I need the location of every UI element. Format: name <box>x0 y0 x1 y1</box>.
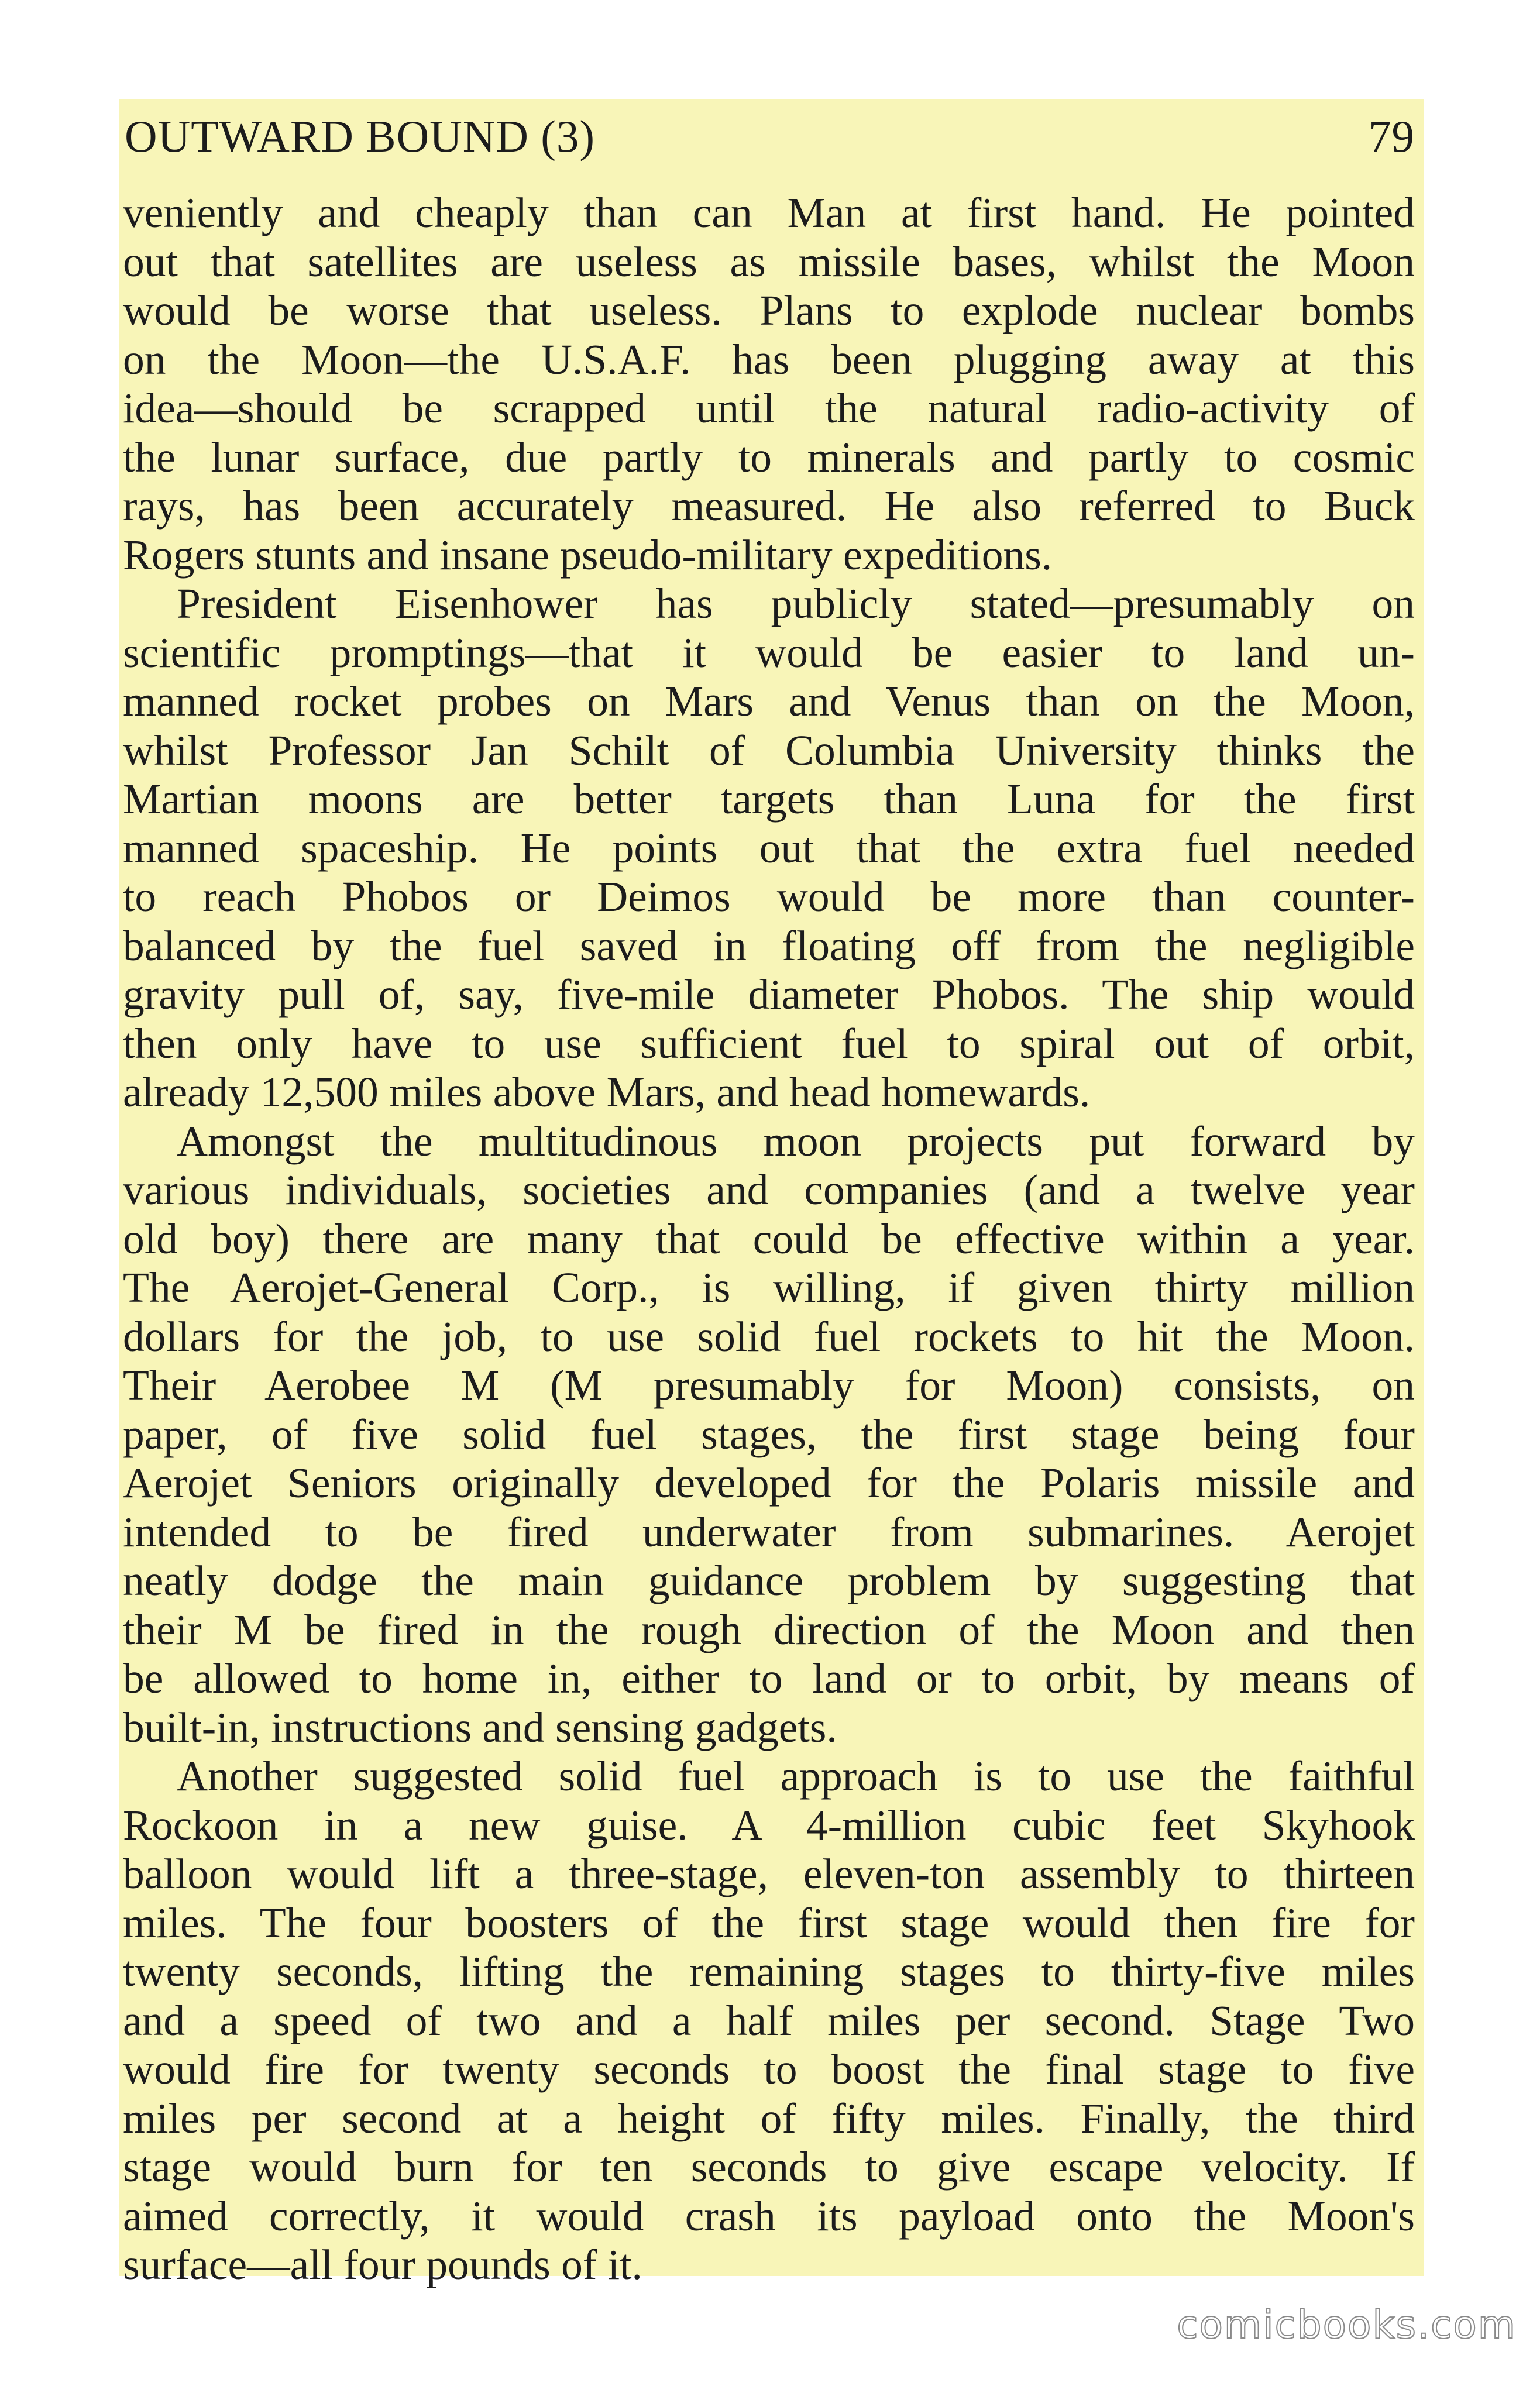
text-line: aimed correctly, it would crash its payload onto the Moon's <box>123 2192 1415 2240</box>
text-line: The Aerojet-General Corp., is willing, if given thirty million <box>123 1264 1415 1311</box>
text-line: miles per second at a height of fifty miles. Finally, the third <box>123 2094 1415 2142</box>
text-line: idea—should be scrapped until the natural radio-activity of <box>123 384 1415 432</box>
text-line: intended to be fired underwater from submarines. Aerojet <box>123 1508 1415 1556</box>
text-line: Martian moons are better targets than Luna for the first <box>123 775 1415 823</box>
text-line: President Eisenhower has publicly stated—presumably on <box>177 580 1415 627</box>
paragraph <box>123 579 1415 1117</box>
text-line: Rogers stunts and insane pseudo-military expeditions. <box>123 531 1053 579</box>
text-line: then only have to use sufficient fuel to spiral out of orbit, <box>123 1019 1415 1067</box>
text-line: manned spaceship. He points out that the extra fuel needed <box>123 824 1415 872</box>
text-line: paper, of five solid fuel stages, the first stage being four <box>123 1410 1415 1458</box>
text-line: rays, has been accurately measured. He also referred to Buck <box>123 482 1415 530</box>
text-line: miles. The four boosters of the first stage would then fire for <box>123 1899 1415 1947</box>
text-line: out that satellites are useless as missile bases, whilst the Moon <box>123 238 1415 286</box>
text-line: their M be fired in the rough direction of the Moon and then <box>123 1605 1415 1653</box>
paragraph <box>123 188 1415 579</box>
text-line: manned rocket probes on Mars and Venus than on the Moon, <box>123 678 1415 725</box>
text-line: built-in, instructions and sensing gadgets. <box>123 1703 837 1751</box>
watermark: comicbooks.com <box>1177 2302 1517 2347</box>
text-line: various individuals, societies and companies (and a twelve year <box>123 1166 1415 1213</box>
body-text <box>123 188 1415 2289</box>
text-line: would fire for twenty seconds to boost the final stage to five <box>123 2045 1415 2093</box>
text-line: balanced by the fuel saved in floating off from the negligible <box>123 922 1415 969</box>
text-line: be allowed to home in, either to land or to orbit, by means of <box>123 1655 1415 1702</box>
text-line: already 12,500 miles above Mars, and head homewards. <box>123 1068 1091 1116</box>
text-line: the lunar surface, due partly to minerals and partly to cosmic <box>123 433 1415 481</box>
text-line: twenty seconds, lifting the remaining stages to thirty-five miles <box>123 1948 1415 1995</box>
text-line: would be worse that useless. Plans to explode nuclear bombs <box>123 287 1415 334</box>
text-line: on the Moon—the U.S.A.F. has been plugging away at this <box>123 335 1415 383</box>
text-line: veniently and cheaply than can Man at first hand. He pointed <box>123 189 1415 236</box>
text-line: and a speed of two and a half miles per second. Stage Two <box>123 1996 1415 2044</box>
text-line: balloon would lift a three-stage, eleven-ton assembly to thirteen <box>123 1850 1415 1897</box>
text-line: Another suggested solid fuel approach is to use the faithful <box>177 1752 1415 1800</box>
text-line: gravity pull of, say, five-mile diameter Phobos. The ship would <box>123 971 1415 1018</box>
text-line: neatly dodge the main guidance problem by suggesting that <box>123 1557 1415 1604</box>
text-line: scientific promptings—that it would be easier to land un- <box>123 628 1415 676</box>
text-line: Amongst the multitudinous moon projects put forward by <box>177 1117 1415 1165</box>
text-line: Rockoon in a new guise. A 4-million cubic feet Skyhook <box>123 1801 1415 1849</box>
text-line: Aerojet Seniors originally developed for the Polaris missile and <box>123 1459 1415 1507</box>
page-number: 79 <box>1369 111 1415 161</box>
text-line: Their Aerobee M (M presumably for Moon) consists, on <box>123 1362 1415 1409</box>
paragraph <box>123 1752 1415 2289</box>
text-line: to reach Phobos or Deimos would be more than counter- <box>123 873 1415 920</box>
text-line: dollars for the job, to use solid fuel rockets to hit the Moon. <box>123 1312 1415 1360</box>
text-line: whilst Professor Jan Schilt of Columbia University thinks the <box>123 726 1415 774</box>
running-header <box>119 104 1415 169</box>
text-line: surface—all four pounds of it. <box>123 2241 642 2288</box>
text-line: old boy) there are many that could be effective within a year. <box>123 1215 1415 1263</box>
paragraph <box>123 1117 1415 1752</box>
running-title: OUTWARD BOUND (3) <box>125 111 596 161</box>
text-line: stage would burn for ten seconds to give escape velocity. If <box>123 2143 1415 2191</box>
